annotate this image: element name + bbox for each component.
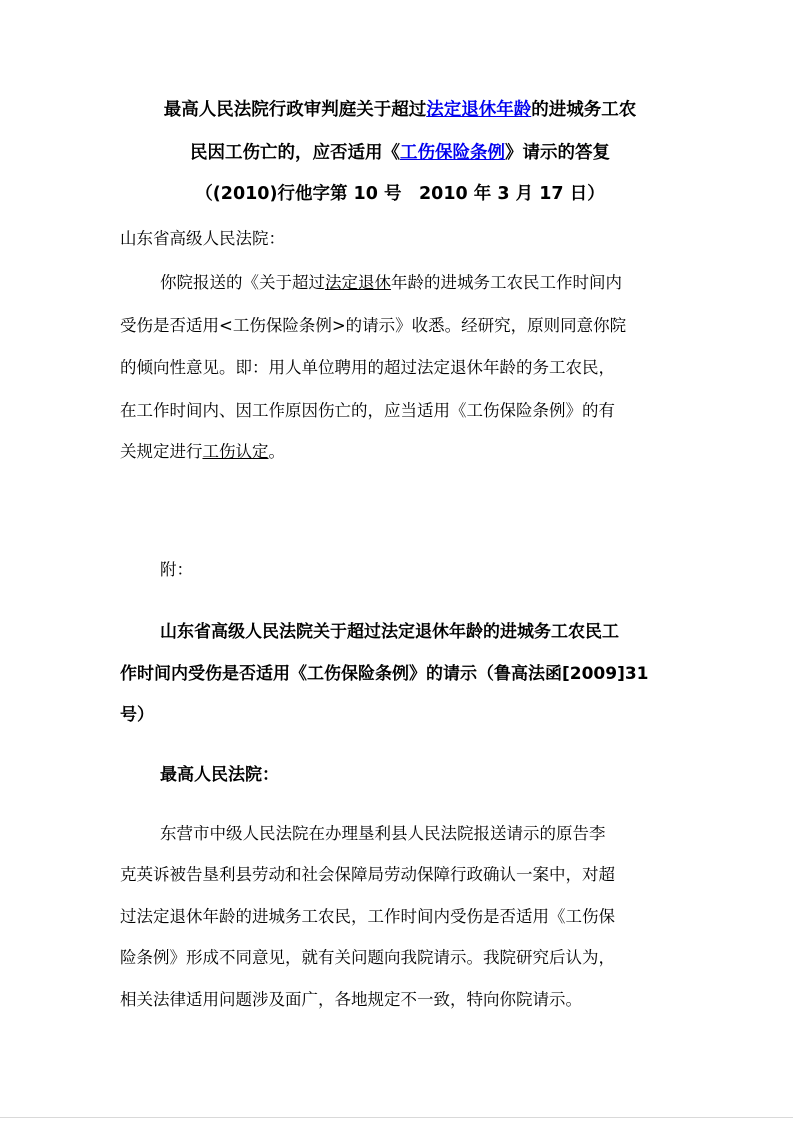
doc-title-line-2 [100, 141, 700, 165]
reply-paragraph-line: 在工作时间内、因工作原因伤亡的，应当适用《工伤保险条例》的有 [120, 401, 615, 420]
appendix-body-line: 过法定退休年龄的进城务工农民，工作时间内受伤是否适用《工伤保 [120, 907, 615, 926]
appendix-title-line: 作时间内受伤是否适用《工伤保险条例》的请示（鲁高法函[2009]31 [120, 664, 649, 684]
link-legal-retirement-age[interactable]: 法定退休年龄 [426, 100, 532, 120]
appendix-addressee: 最高人民法院： [160, 765, 279, 785]
reply-line1-text-b: 年龄的进城务工农民工作时间内 [391, 273, 622, 292]
reply-line5-text-b: 。 [268, 442, 285, 461]
reply-paragraph-line: 的倾向性意见。即：用人单位聘用的超过法定退休年龄的务工农民， [120, 358, 615, 377]
reply-addressee: 山东省高级人民法院： [120, 229, 285, 248]
doc-reference-number: （(2010)行他字第 10 号 2010 年 3 月 17 日） [195, 184, 605, 204]
link-work-injury-insurance-regulations[interactable]: 工伤保险条例 [400, 143, 505, 163]
reply-paragraph-line [160, 271, 680, 295]
title-line1-text-a: 最高人民法院行政审判庭关于超过 [163, 100, 427, 120]
reply-line1-text-a: 你院报送的《关于超过 [160, 273, 325, 292]
title-line1-text-b: 的进城务工农 [531, 100, 637, 120]
underlined-term: 工伤认定 [202, 442, 269, 461]
appendix-body-line: 相关法律适用问题涉及面广，各地规定不一致，特向你院请示。 [120, 990, 582, 1009]
reply-paragraph-line [120, 440, 680, 464]
appendix-title-line: 号） [120, 705, 154, 725]
appendix-title-line: 山东省高级人民法院关于超过法定退休年龄的进城务工农民工 [160, 622, 619, 642]
title-line2-text-a: 民因工伤亡的，应否适用《 [190, 143, 400, 163]
appendix-body-line: 东营市中级人民法院在办理垦利县人民法院报送请示的原告李 [160, 824, 606, 843]
title-line2-text-b: 》请示的答复 [505, 143, 610, 163]
underlined-term: 法定退休 [325, 273, 391, 292]
appendix-label: 附： [160, 560, 193, 579]
doc-title-line-1 [100, 98, 700, 122]
appendix-body-line: 克英诉被告垦利县劳动和社会保障局劳动保障行政确认一案中，对超 [120, 865, 615, 884]
appendix-body-line: 险条例》形成不同意见，就有关问题向我院请示。我院研究后认为， [120, 948, 615, 967]
reply-paragraph-line: 受伤是否适用<工伤保险条例>的请示》收悉。经研究，原则同意你院 [120, 316, 627, 335]
reply-line5-text-a: 关规定进行 [120, 442, 203, 461]
page-bottom-rule [0, 1117, 793, 1118]
